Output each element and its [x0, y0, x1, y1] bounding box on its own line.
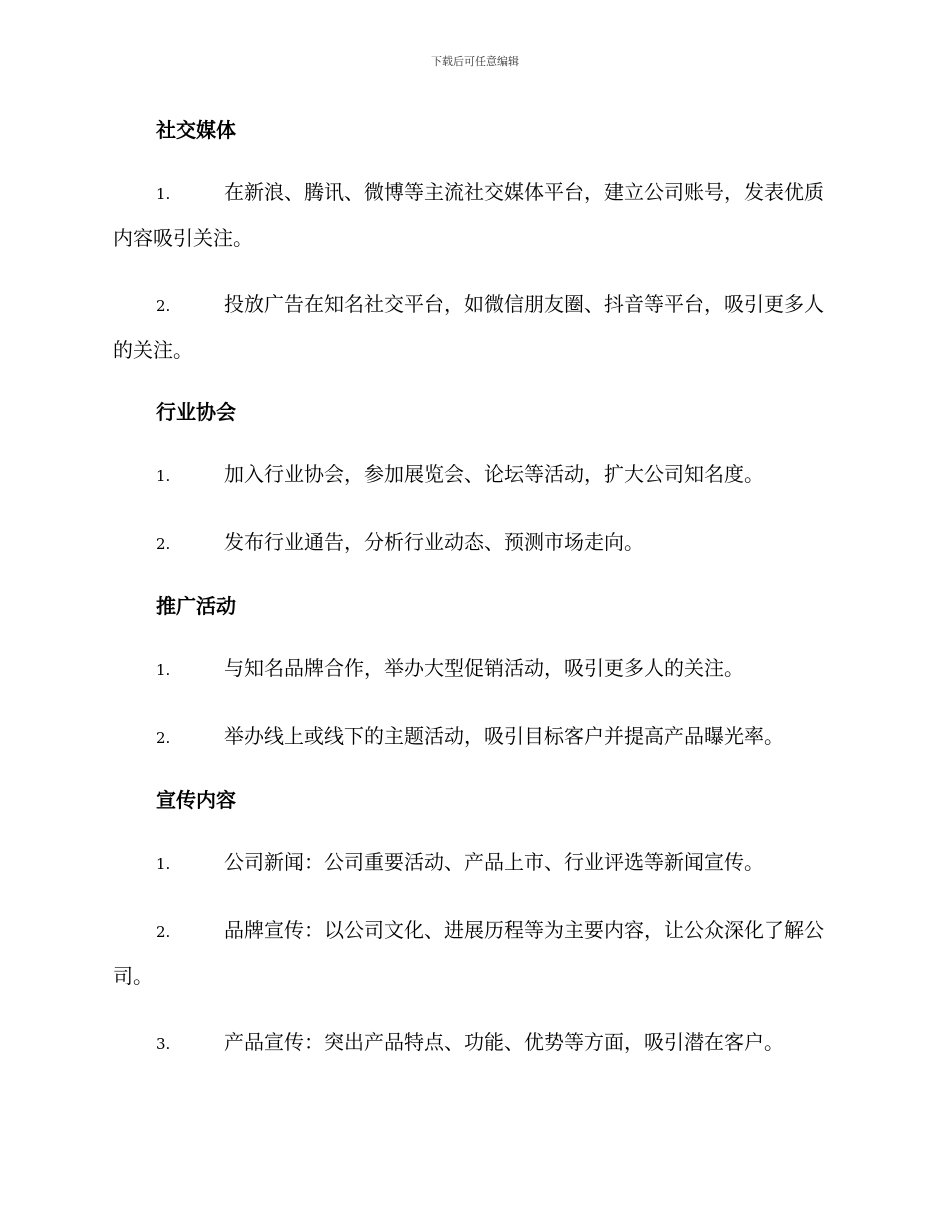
section-industry-association	[113, 394, 837, 566]
item-number: 3.	[156, 1035, 171, 1053]
list-item	[113, 452, 837, 498]
item-text: 发布行业通告，分析行业动态、预测市场走向。	[224, 530, 644, 554]
item-number: 2.	[156, 297, 171, 315]
item-text: 产品宣传：突出产品特点、功能、优势等方面，吸引潜在客户。	[224, 1030, 784, 1054]
section-publicity-content	[113, 782, 837, 1066]
section-social-media	[113, 112, 837, 372]
header-note: 下载后可任意编辑	[431, 55, 519, 68]
item-text: 投放广告在知名社交平台，如微信朋友圈、抖音等平台，吸引更多人的关注。	[113, 292, 824, 362]
item-text: 举办线上或线下的主题活动，吸引目标客户并提高产品曝光率。	[224, 724, 784, 748]
section-heading: 宣传内容	[156, 788, 236, 812]
section-heading: 社交媒体	[156, 118, 236, 142]
list-item	[113, 646, 837, 692]
item-number: 2.	[156, 729, 171, 747]
list-item	[113, 908, 837, 998]
section-promotion-activities	[113, 588, 837, 760]
list-item	[113, 840, 837, 886]
item-number: 1.	[156, 661, 171, 679]
item-number: 1.	[156, 467, 171, 485]
item-number: 1.	[156, 855, 171, 873]
document-body	[113, 112, 837, 1088]
item-number: 1.	[156, 185, 171, 203]
list-item	[113, 520, 837, 566]
list-item	[113, 282, 837, 372]
item-number: 2.	[156, 923, 171, 941]
item-text: 与知名品牌合作，举办大型促销活动，吸引更多人的关注。	[224, 656, 744, 680]
section-heading: 推广活动	[156, 594, 236, 618]
item-text: 品牌宣传：以公司文化、进展历程等为主要内容，让公众深化了解公司。	[113, 918, 824, 988]
section-heading: 行业协会	[156, 400, 236, 424]
item-text: 加入行业协会，参加展览会、论坛等活动，扩大公司知名度。	[224, 462, 764, 486]
item-text: 在新浪、腾讯、微博等主流社交媒体平台，建立公司账号，发表优质内容吸引关注。	[113, 180, 824, 250]
item-number: 2.	[156, 535, 171, 553]
list-item	[113, 170, 837, 260]
list-item	[113, 1020, 837, 1066]
list-item	[113, 714, 837, 760]
item-text: 公司新闻：公司重要活动、产品上市、行业评选等新闻宣传。	[224, 850, 764, 874]
